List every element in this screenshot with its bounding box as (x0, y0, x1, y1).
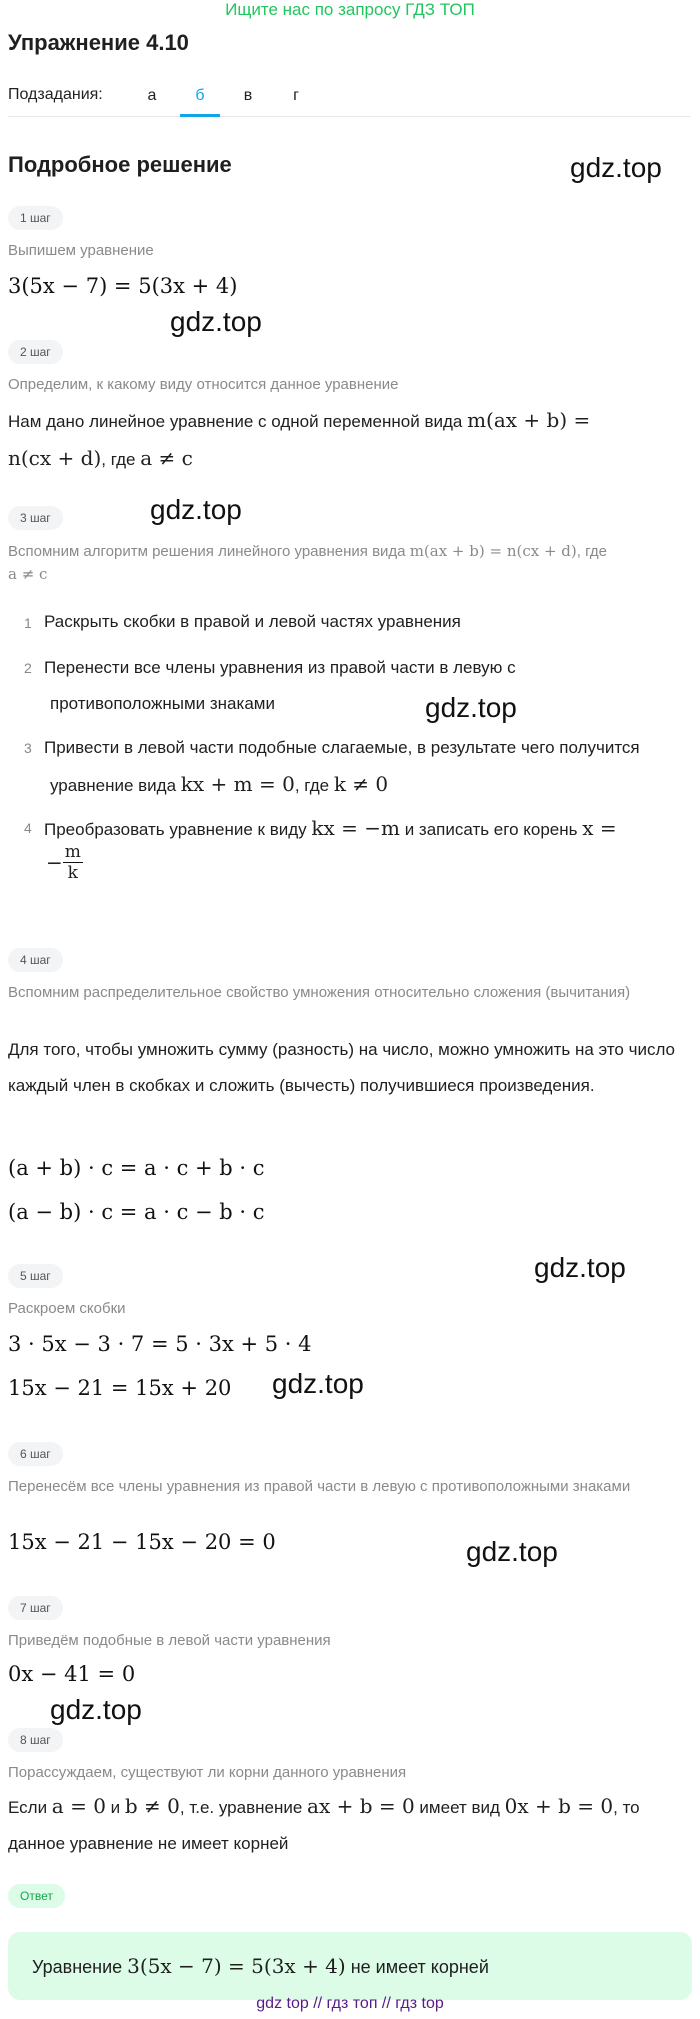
watermark: gdz.top (170, 306, 262, 337)
equation: (a − b) · c = a · c − b · c (8, 1200, 265, 1224)
list-number: 1 (24, 615, 32, 631)
equation: 15x − 21 = 15x + 20 (8, 1376, 232, 1400)
equation: 3(5x − 7) = 5(3x + 4) (8, 274, 238, 298)
text-part: уравнение вида (50, 776, 181, 795)
list-item (44, 650, 684, 722)
text-part: Привести в левой части подобные слагаемые, в результате чего получится (44, 738, 640, 757)
step-caption: Выпишем уравнение (8, 242, 154, 259)
step-caption: Перенесём все члены уравнения из правой части в левую с противоположными знаками (8, 1478, 631, 1495)
step-badge: 5 шаг (8, 1264, 63, 1288)
fraction-numerator: m (64, 842, 81, 862)
math: a ≠ c (140, 446, 193, 470)
step-caption (8, 540, 688, 586)
text-part: Если (8, 1798, 52, 1817)
equation: (a + b) · c = a · c + b · c (8, 1156, 265, 1180)
subtasks-label: Подзадания: (8, 86, 103, 103)
list-item (44, 730, 684, 804)
fraction-expression (46, 842, 83, 883)
watermark: gdz.top (50, 1694, 142, 1725)
step-badge: 4 шаг (8, 948, 63, 972)
subtasks-bar (8, 84, 690, 117)
text-part: данное уравнение не имеет корней (8, 1834, 289, 1853)
solution-heading: Подробное решение (8, 152, 232, 177)
step-caption: Порассуждаем, существуют ли корни данного уравнения (8, 1764, 407, 1781)
math: x = (582, 816, 617, 840)
list-item (44, 810, 684, 848)
math: k ≠ 0 (333, 772, 389, 796)
math: n(cx + d) (8, 446, 102, 470)
watermark: gdz.top (534, 1252, 626, 1283)
fraction-denominator: k (67, 863, 78, 883)
step-text: Для того, чтобы умножить сумму (разность) на число, можно умножить на это число каждый член в скобках и сложить (вычесть) получившиеся произведения. (8, 1040, 676, 1095)
math: b ≠ 0 (124, 1794, 180, 1818)
step-text (8, 402, 688, 478)
math: a = 0 (51, 1794, 106, 1818)
text-part: , где (294, 776, 334, 795)
equation: 15x − 21 − 15x − 20 = 0 (8, 1530, 276, 1554)
list-number: 3 (24, 740, 32, 756)
math: kx = −m (311, 816, 400, 840)
step-badge: 2 шаг (8, 340, 63, 364)
step-text (8, 1788, 688, 1862)
math: ax + b = 0 (307, 1794, 415, 1818)
math: 0x + b = 0 (504, 1794, 614, 1818)
step-badge: 8 шаг (8, 1728, 63, 1752)
text-part: не имеет корней (345, 1957, 489, 1977)
fraction (63, 842, 83, 883)
text-part: Преобразовать уравнение к виду (44, 820, 312, 839)
text-part: , т.е. уравнение (179, 1798, 308, 1817)
text-part: , где (101, 450, 141, 469)
subtask-tab-a[interactable]: а (147, 87, 157, 104)
subtask-tab-g[interactable]: г (293, 87, 299, 104)
step-caption: Раскроем скобки (8, 1300, 126, 1317)
equation: 0x − 41 = 0 (8, 1662, 136, 1686)
answer-text (32, 1954, 489, 1978)
step-caption: Приведём подобные в левой части уравнения (8, 1632, 331, 1649)
step-badge: 1 шаг (8, 206, 63, 230)
subtask-tab-b[interactable]: б (180, 84, 220, 117)
subtask-tab-v[interactable]: в (243, 87, 253, 104)
text-part: и (105, 1798, 125, 1817)
watermark: gdz.top (425, 692, 517, 723)
equation: 3 · 5x − 3 · 7 = 5 · 3x + 5 · 4 (8, 1332, 312, 1356)
step-caption: Определим, к какому виду относится данное уравнение (8, 376, 399, 393)
text-part: Уравнение (32, 1957, 128, 1977)
step-badge: 6 шаг (8, 1442, 63, 1466)
watermark: gdz.top (272, 1368, 364, 1399)
text-part: , то (613, 1798, 640, 1817)
text-part: имеет вид (414, 1798, 505, 1817)
text-part: Нам дано линейное уравнение с одной переменной вида (8, 412, 468, 431)
watermark: gdz.top (570, 152, 662, 183)
step-badge: 3 шаг (8, 506, 63, 530)
search-hint-link[interactable]: Ищите нас по запросу ГДЗ ТОП (225, 0, 475, 19)
math: m(ax + b) = (467, 408, 591, 432)
list-item: Раскрыть скобки в правой и левой частях уравнения (44, 612, 461, 631)
watermark: gdz.top (466, 1536, 558, 1567)
math: a ≠ c (8, 565, 48, 583)
footer-links[interactable]: gdz top // гдз топ // гдз top (256, 1995, 444, 2012)
step-caption: Вспомним распределительное свойство умножения относительно сложения (вычитания) (8, 984, 631, 1001)
page-title: Упражнение 4.10 (8, 30, 189, 55)
step-badge: 7 шаг (8, 1596, 63, 1620)
minus-sign: − (46, 850, 63, 875)
list-number: 2 (24, 660, 32, 676)
text-part: и записать его корень (399, 820, 583, 839)
answer-badge: Ответ (8, 1884, 65, 1908)
watermark: gdz.top (150, 494, 242, 525)
answer-box (8, 1932, 692, 2000)
math: m(ax + b) = n(cx + d) (409, 542, 577, 560)
caption-part: , где (576, 543, 607, 560)
caption-part: Вспомним алгоритм решения линейного уравнения вида (8, 543, 410, 560)
math: 3(5x − 7) = 5(3x + 4) (127, 1954, 346, 1978)
list-number: 4 (24, 820, 32, 836)
text-part: Перенести все члены уравнения из правой части в левую с (44, 658, 516, 677)
math: kx + m = 0 (180, 772, 295, 796)
text-part: противоположными знаками (50, 694, 275, 713)
